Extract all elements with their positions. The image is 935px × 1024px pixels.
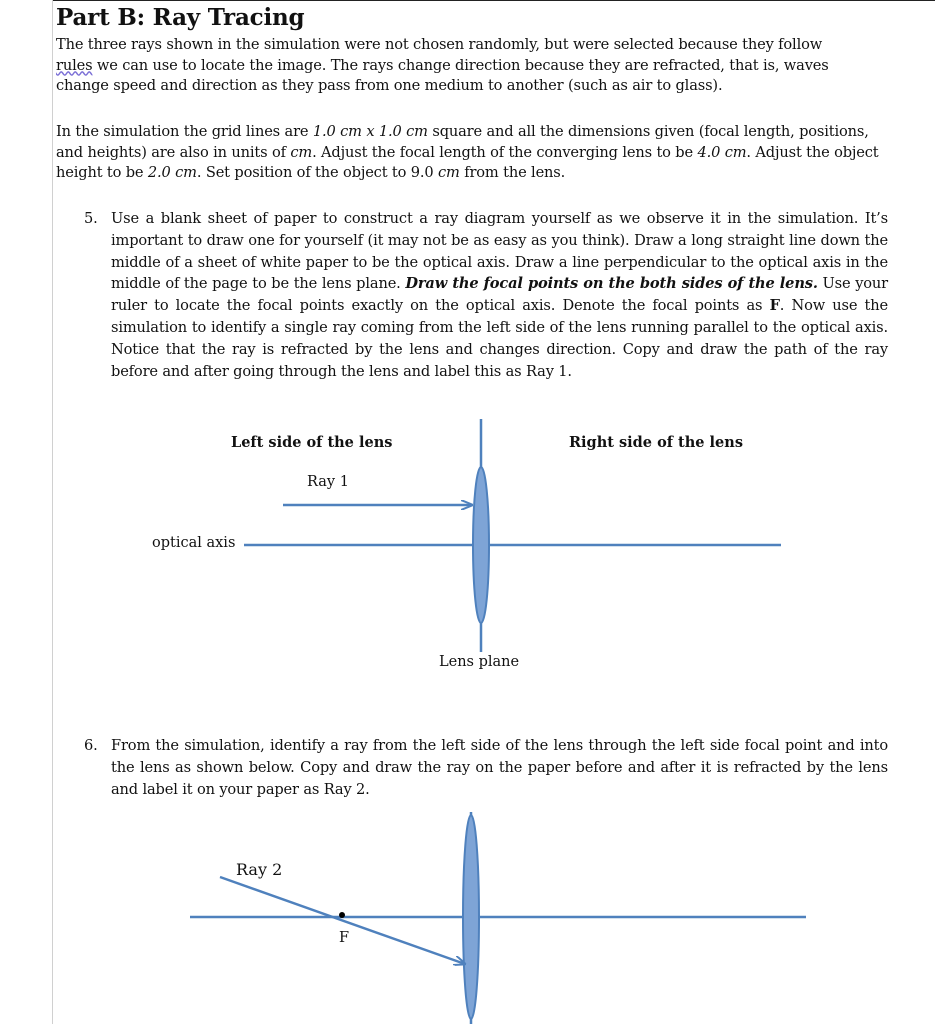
focal-point-dot <box>339 912 345 918</box>
focal-symbol: F <box>769 297 780 315</box>
q5-text-2: Use your ruler to locate the focal points exactly on the optical axis. Denote the focal points as <box>111 275 889 315</box>
settings-text: from the lens. <box>459 164 566 181</box>
intro-line-3: change speed and direction as they pass from one medium to another (such as air to glass). <box>56 77 723 94</box>
question-number: 6. <box>84 737 98 754</box>
optical-axis-label: optical axis <box>152 535 236 551</box>
intro-line-1: The three rays shown in the simulation were not chosen randomly, but were selected because they follow <box>56 36 823 53</box>
right-side-label: Right side of the lens <box>569 434 743 451</box>
q5-emphasis: Draw the focal points on the both sides of the lens. <box>405 275 818 293</box>
settings-text: square and all the dimensions given (focal length, positions, and heights) are also in units of <box>56 123 869 161</box>
settings-text: . Set position of the object to <box>196 164 411 181</box>
unit: cm <box>433 164 460 181</box>
question-6-text: From the simulation, identify a ray from the left side of the lens through the left side focal point and into the lens as shown below. Copy and draw the ray on the paper before and after it is refracted by the lens and label it on your paper as Ray 2. <box>111 737 888 798</box>
unit: cm <box>290 143 313 161</box>
left-side-label: Left side of the lens <box>231 434 393 451</box>
object-position: 9.0 <box>410 164 434 181</box>
q5-text-3: . Now use the simulation to identify a single ray coming from the left side of the lens running parallel to the optical axis. Notice that the ray is refracted by the lens and changes direction. Copy and draw the path of the ray before and after going through the lens and label this as Ray 1. <box>111 297 889 380</box>
question-number: 5. <box>84 210 98 227</box>
intro-line-2: we can use to locate the image. The rays change direction because they are refracted, that is, waves <box>92 56 829 74</box>
ray-2-label: Ray 2 <box>236 860 283 879</box>
lens-plane-label: Lens plane <box>439 654 520 670</box>
settings-text: . Adjust the focal length of the converging lens to be <box>312 143 698 161</box>
grid-size: 1.0 cm x 1.0 cm <box>312 123 428 140</box>
lens-shape-2 <box>463 815 479 1019</box>
part-title: Part B: Ray Tracing <box>56 4 305 31</box>
q5-text-1: Use a blank sheet of paper to construct a ray diagram yourself as we observe it in the simulation. It’s important to draw one for yourself (it may not be as easy as you think). Draw a long straight line down the middle of a sheet of white paper to be the optical axis. Draw a line perpendicular to the optical axis in the middle of the page to be the lens plane. <box>111 210 888 293</box>
settings-text: In the simulation the grid lines are <box>56 123 313 140</box>
lens-shape <box>473 467 489 623</box>
object-height: 2.0 cm <box>147 164 197 181</box>
ray-2-line <box>220 877 465 964</box>
focal-point-label: F <box>339 930 350 946</box>
question-6 <box>84 735 888 800</box>
settings-text: . Adjust the object height to be <box>56 143 879 181</box>
focal-length: 4.0 cm <box>697 143 747 161</box>
ray-1-label: Ray 1 <box>307 474 349 490</box>
rules-word: rules <box>56 56 93 74</box>
